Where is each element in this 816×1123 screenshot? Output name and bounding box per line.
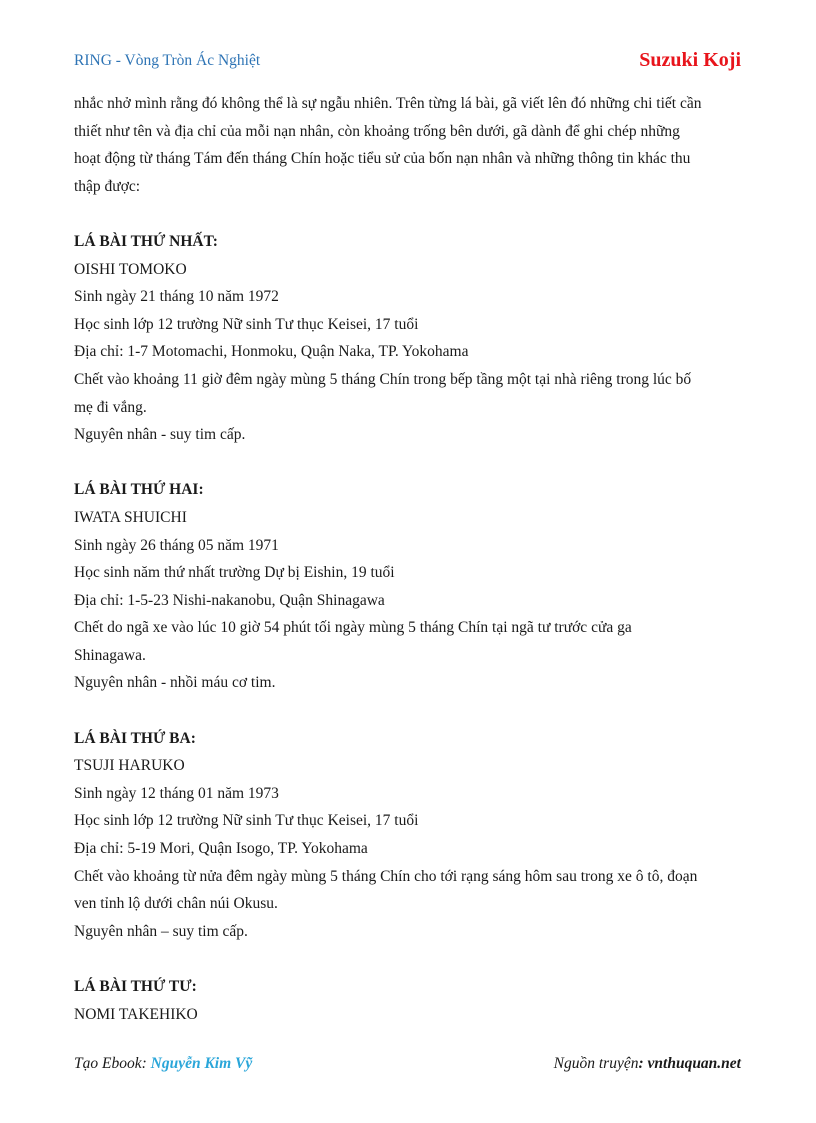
card-1-line: Chết vào khoảng 11 giờ đêm ngày mùng 5 tháng Chín trong bếp tầng một tại nhà riêng trong lúc bố xyxy=(74,370,692,388)
card-1-line: Địa chỉ: 1-7 Motomachi, Honmoku, Quận Naka, TP. Yokohama xyxy=(74,343,469,361)
intro-line: thập được: xyxy=(74,177,141,195)
card-3-name: TSUJI HARUKO xyxy=(74,757,185,775)
card-3-line: Địa chỉ: 5-19 Mori, Quận Isogo, TP. Yokohama xyxy=(74,840,368,858)
ebook-author: Nguyễn Kim Vỹ xyxy=(150,1055,253,1072)
card-2-cause: Nguyên nhân - nhồi máu cơ tim. xyxy=(74,674,276,692)
card-3-line: Chết vào khoảng từ nửa đêm ngày mùng 5 tháng Chín cho tới rạng sáng hôm sau trong xe ô tô, đoạn xyxy=(74,867,698,885)
card-3-line: Sinh ngày 12 tháng 01 năm 1973 xyxy=(74,784,279,802)
ebook-label: Tạo Ebook xyxy=(74,1055,142,1072)
card-3-line: ven tỉnh lộ dưới chân núi Okusu. xyxy=(74,895,278,913)
card-2-line: Học sinh năm thứ nhất trường Dự bị Eishin, 19 tuổi xyxy=(74,564,395,582)
card-3-line: Học sinh lớp 12 trường Nữ sinh Tư thục Keisei, 17 tuổi xyxy=(74,812,419,830)
card-2-name: IWATA SHUICHI xyxy=(74,508,187,526)
card-4-name: NOMI TAKEHIKO xyxy=(74,1005,198,1023)
source-site: vnthuquan.net xyxy=(647,1055,741,1072)
intro-line: nhắc nhở mình rằng đó không thể là sự ngẫu nhiên. Trên từng lá bài, gã viết lên đó những chi tiết cần xyxy=(74,95,702,112)
card-1-line: Sinh ngày 21 tháng 10 năm 1972 xyxy=(74,288,279,306)
card-2-line: Địa chỉ: 1-5-23 Nishi-nakanobu, Quận Shinagawa xyxy=(74,591,385,609)
card-2-line: Shinagawa. xyxy=(74,646,146,664)
ebook-sep: : xyxy=(141,1055,151,1072)
card-2-line: Sinh ngày 26 tháng 05 năm 1971 xyxy=(74,536,279,554)
card-1-heading: LÁ BÀI THỨ NHẤT: xyxy=(74,232,218,250)
source-credit xyxy=(554,1055,741,1073)
card-2-heading: LÁ BÀI THỨ HAI: xyxy=(74,481,204,499)
source-label: Nguồn truyện xyxy=(553,1055,639,1072)
page-body xyxy=(74,90,744,1028)
intro-line: hoạt động từ tháng Tám đến tháng Chín hoặc tiểu sử của bốn nạn nhân và những thông tin khác thu xyxy=(74,150,691,168)
card-4-heading: LÁ BÀI THỨ TƯ: xyxy=(74,978,197,995)
book-title: RING - Vòng Tròn Ác Nghiệt xyxy=(74,52,261,69)
author-name: Suzuki Koji xyxy=(639,49,741,71)
card-1-cause: Nguyên nhân - suy tim cấp. xyxy=(74,426,246,444)
card-3-cause: Nguyên nhân – suy tim cấp. xyxy=(74,922,248,940)
card-1-name: OISHI TOMOKO xyxy=(74,260,187,278)
card-3-heading: LÁ BÀI THỨ BA: xyxy=(74,729,196,747)
source-sep: : xyxy=(638,1055,648,1072)
card-1-line: mẹ đi vắng. xyxy=(74,398,147,416)
ebook-credit xyxy=(74,1055,252,1073)
card-2-line: Chết do ngã xe vào lúc 10 giờ 54 phút tối ngày mùng 5 tháng Chín tại ngã tư trước cửa ga xyxy=(74,619,632,637)
card-1-line: Học sinh lớp 12 trường Nữ sinh Tư thục Keisei, 17 tuổi xyxy=(74,315,419,333)
intro-line: thiết như tên và địa chỉ của mỗi nạn nhân, còn khoảng trống bên dưới, gã dành để ghi chép những xyxy=(74,122,680,140)
